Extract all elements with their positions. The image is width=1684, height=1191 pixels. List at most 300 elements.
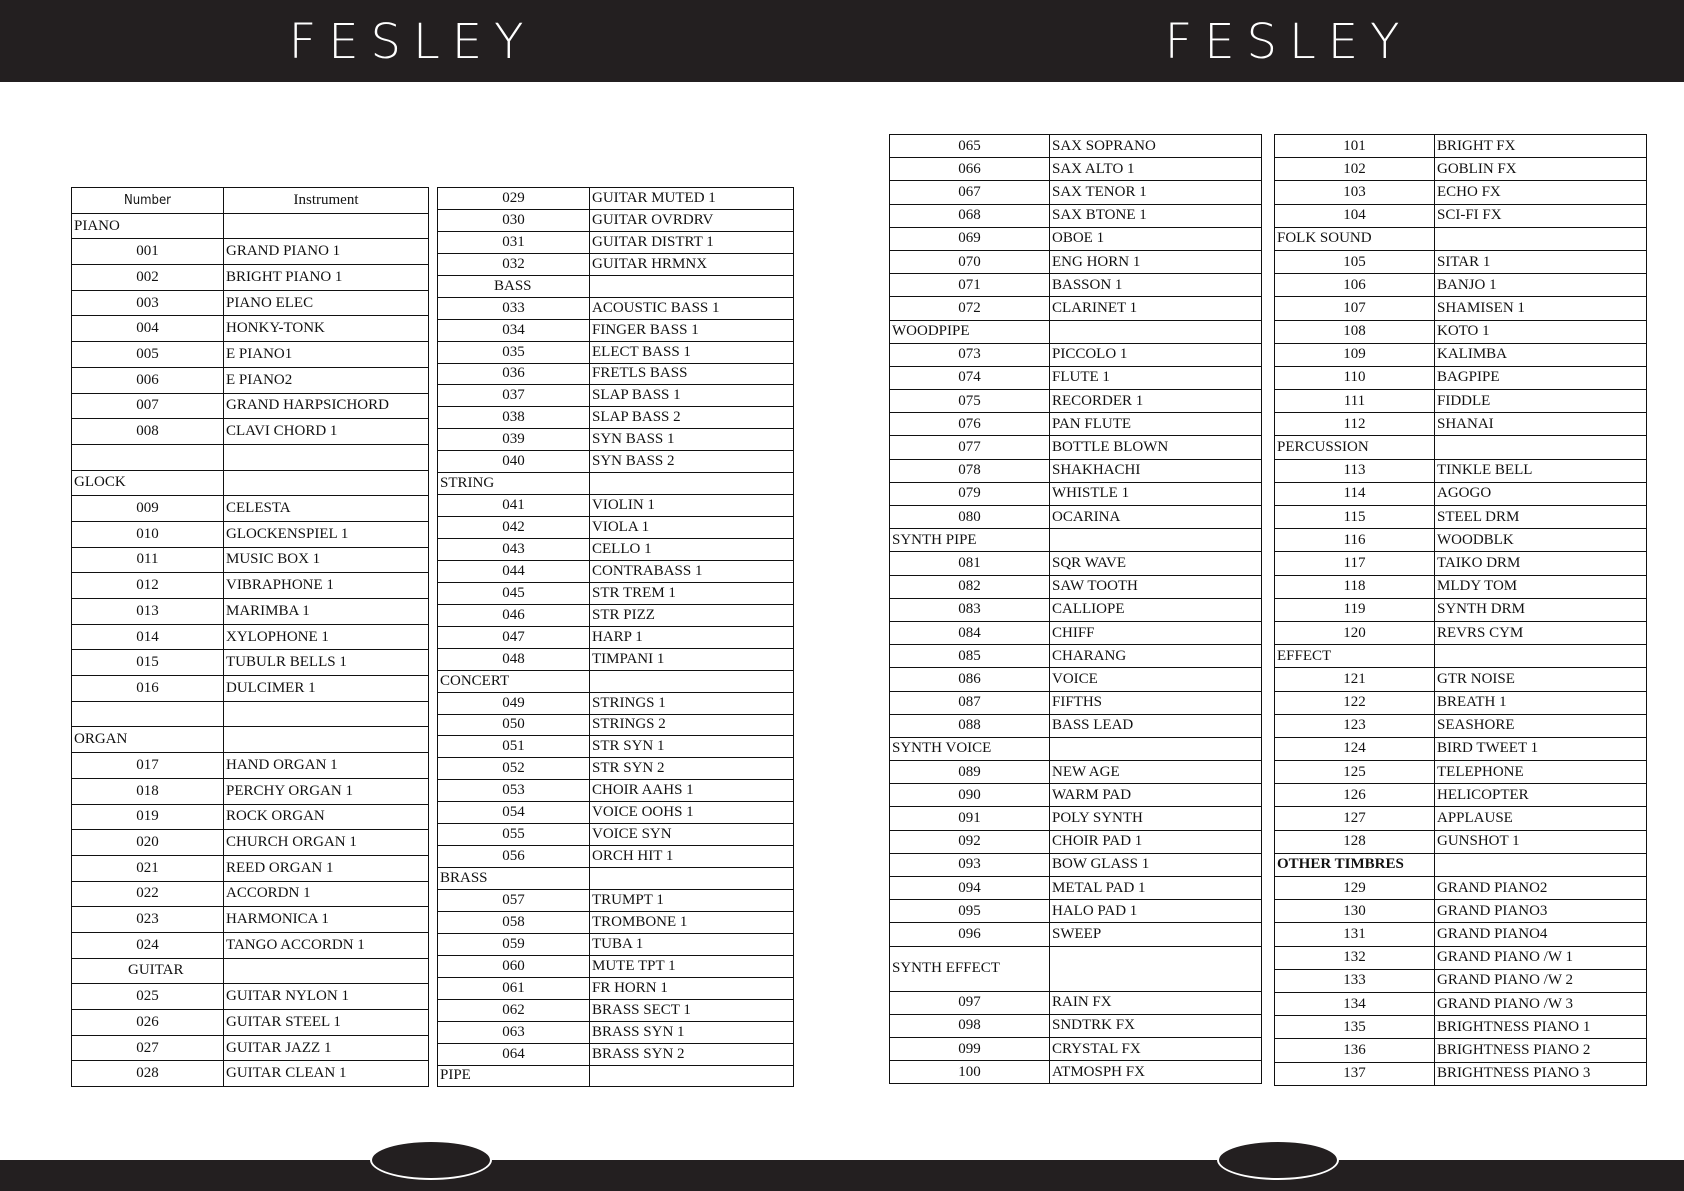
instrument-number: 022: [72, 881, 224, 907]
empty-cell: [590, 275, 794, 297]
instrument-number: 122: [1275, 691, 1435, 714]
instrument-number: 118: [1275, 575, 1435, 598]
empty-cell: [1050, 737, 1262, 760]
instrument-number: 051: [438, 736, 590, 758]
table-row: [438, 560, 794, 582]
instrument-number: 108: [1275, 320, 1435, 343]
category-label: ORGAN: [72, 727, 224, 753]
instrument-name: GRAND PIANO3: [1435, 900, 1647, 923]
instrument-number: 087: [890, 691, 1050, 714]
instrument-name: BASSON 1: [1050, 274, 1262, 297]
table-row: [890, 413, 1262, 436]
instrument-name: ECHO FX: [1435, 181, 1647, 204]
category-row: [438, 868, 794, 890]
category-row: [1275, 436, 1647, 459]
instrument-name: POLY SYNTH: [1050, 807, 1262, 830]
brand-logo-right: FESLEY: [1164, 14, 1412, 70]
table-row: [1275, 1016, 1647, 1039]
empty-cell: [1435, 436, 1647, 459]
table-row: [1275, 529, 1647, 552]
instrument-number: 096: [890, 923, 1050, 946]
table-row: [72, 573, 429, 599]
empty-cell: [72, 701, 224, 727]
instrument-name: SLAP BASS 2: [590, 407, 794, 429]
table-row: [72, 624, 429, 650]
empty-cell: [224, 444, 429, 470]
table-row: [1275, 784, 1647, 807]
table-row: [1275, 877, 1647, 900]
table-row: [72, 290, 429, 316]
instrument-number: 132: [1275, 946, 1435, 969]
category-label: WOODPIPE: [890, 320, 1050, 343]
instrument-number: 058: [438, 911, 590, 933]
category-row: [890, 320, 1262, 343]
empty-cell: [590, 670, 794, 692]
empty-cell: [1050, 946, 1262, 991]
table-row: [890, 598, 1262, 621]
instrument-number: 083: [890, 598, 1050, 621]
table-row: [72, 855, 429, 881]
instrument-number: 016: [72, 676, 224, 702]
table-row: [1275, 506, 1647, 529]
instrument-number: 012: [72, 573, 224, 599]
instrument-number: 104: [1275, 204, 1435, 227]
instrument-number: 003: [72, 290, 224, 316]
table-row: [72, 804, 429, 830]
instrument-name: E PIANO2: [224, 367, 429, 393]
instrument-number: 015: [72, 650, 224, 676]
category-row: [72, 958, 429, 984]
category-label: CONCERT: [438, 670, 590, 692]
instrument-number: 073: [890, 343, 1050, 366]
table-row: [438, 363, 794, 385]
instrument-name: VOICE: [1050, 668, 1262, 691]
instrument-number: 068: [890, 204, 1050, 227]
instrument-name: PERCHY ORGAN 1: [224, 778, 429, 804]
table-row: [438, 495, 794, 517]
table-row: [438, 780, 794, 802]
table-row: [438, 451, 794, 473]
table-row: [72, 265, 429, 291]
instrument-name: BRIGHTNESS PIANO 2: [1435, 1039, 1647, 1062]
table-row: [890, 877, 1262, 900]
instrument-name: BREATH 1: [1435, 691, 1647, 714]
instrument-number: 053: [438, 780, 590, 802]
category-row: [1275, 645, 1647, 668]
empty-cell: [72, 444, 224, 470]
instrument-number: 042: [438, 517, 590, 539]
instrument-number: 008: [72, 419, 224, 445]
instrument-name: FRETLS BASS: [590, 363, 794, 385]
empty-cell: [1050, 320, 1262, 343]
category-label: SYNTH PIPE: [890, 529, 1050, 552]
instrument-number: 137: [1275, 1062, 1435, 1085]
table-row: [890, 552, 1262, 575]
empty-cell: [590, 868, 794, 890]
instrument-number: 020: [72, 830, 224, 856]
table-row: [72, 496, 429, 522]
table-row: [438, 890, 794, 912]
header-bar: [0, 0, 1684, 82]
table-row: [438, 846, 794, 868]
instrument-name: VIOLA 1: [590, 517, 794, 539]
instrument-name: FIDDLE: [1435, 390, 1647, 413]
instrument-name: HAND ORGAN 1: [224, 753, 429, 779]
category-label: GUITAR: [72, 958, 224, 984]
instrument-number: 113: [1275, 459, 1435, 482]
instrument-name: GUNSHOT 1: [1435, 830, 1647, 853]
table-row: [1275, 390, 1647, 413]
instrument-name: TUBA 1: [590, 933, 794, 955]
footer-bar: [0, 1160, 1684, 1191]
table-row: [890, 343, 1262, 366]
category-row: [438, 670, 794, 692]
table-row: [72, 650, 429, 676]
instrument-name: WOODBLK: [1435, 529, 1647, 552]
instrument-number: 032: [438, 253, 590, 275]
instrument-number: 097: [890, 991, 1050, 1014]
instrument-name: WARM PAD: [1050, 784, 1262, 807]
instrument-name: GOBLIN FX: [1435, 158, 1647, 181]
table-row: [1275, 204, 1647, 227]
category-label: SYNTH VOICE: [890, 737, 1050, 760]
table-row: [1275, 413, 1647, 436]
instrument-number: 070: [890, 250, 1050, 273]
blank-row: [72, 701, 429, 727]
instrument-number: 085: [890, 645, 1050, 668]
table-row: [890, 1014, 1262, 1037]
table-row: [1275, 459, 1647, 482]
table-row: [72, 599, 429, 625]
instrument-number: 054: [438, 802, 590, 824]
table-row: [1275, 1062, 1647, 1085]
instrument-number: 064: [438, 1043, 590, 1065]
table-row: [438, 319, 794, 341]
instrument-name: GRAND PIANO /W 1: [1435, 946, 1647, 969]
table-row: [438, 1043, 794, 1065]
instrument-name: GRAND PIANO4: [1435, 923, 1647, 946]
instrument-name: ELECT BASS 1: [590, 341, 794, 363]
instrument-table-4: [1274, 134, 1647, 1086]
instrument-name: ACCORDN 1: [224, 881, 429, 907]
instrument-name: SCI-FI FX: [1435, 204, 1647, 227]
table-row: [890, 250, 1262, 273]
table-row: [890, 923, 1262, 946]
instrument-name: STR TREM 1: [590, 582, 794, 604]
table-row: [438, 977, 794, 999]
instrument-name: NEW AGE: [1050, 761, 1262, 784]
instrument-number: 021: [72, 855, 224, 881]
category-label: EFFECT: [1275, 645, 1435, 668]
instrument-number: 002: [72, 265, 224, 291]
instrument-name: CELLO 1: [590, 539, 794, 561]
table-row: [438, 626, 794, 648]
instrument-name: SWEEP: [1050, 923, 1262, 946]
table-row: [890, 784, 1262, 807]
table-row: [438, 385, 794, 407]
table-row: [890, 227, 1262, 250]
instrument-name: GUITAR DISTRT 1: [590, 231, 794, 253]
instrument-number: 120: [1275, 621, 1435, 644]
table-row: [1275, 482, 1647, 505]
table-row: [72, 778, 429, 804]
instrument-name: SYNTH DRM: [1435, 598, 1647, 621]
instrument-name: SAX SOPRANO: [1050, 135, 1262, 158]
table-row: [438, 736, 794, 758]
instrument-name: SEASHORE: [1435, 714, 1647, 737]
instrument-name: FR HORN 1: [590, 977, 794, 999]
table-row: [890, 691, 1262, 714]
instrument-name: PICCOLO 1: [1050, 343, 1262, 366]
table-row: [890, 366, 1262, 389]
instrument-number: 115: [1275, 506, 1435, 529]
instrument-number: 047: [438, 626, 590, 648]
table-row: [890, 459, 1262, 482]
instrument-number: 109: [1275, 343, 1435, 366]
instrument-name: GRAND PIANO 1: [224, 239, 429, 265]
instrument-number: 119: [1275, 598, 1435, 621]
instrument-number: 052: [438, 758, 590, 780]
empty-cell: [224, 701, 429, 727]
instrument-number: 063: [438, 1021, 590, 1043]
instrument-name: BRASS SECT 1: [590, 999, 794, 1021]
instrument-number: 062: [438, 999, 590, 1021]
instrument-number: 117: [1275, 552, 1435, 575]
table-row: [890, 991, 1262, 1014]
table-row: [1275, 598, 1647, 621]
instrument-number: 038: [438, 407, 590, 429]
instrument-number: 041: [438, 495, 590, 517]
empty-cell: [1435, 227, 1647, 250]
table-row: [438, 955, 794, 977]
instrument-name: BRIGHTNESS PIANO 1: [1435, 1016, 1647, 1039]
instrument-number: 035: [438, 341, 590, 363]
table-row: [890, 297, 1262, 320]
category-row: [890, 737, 1262, 760]
instrument-number: 025: [72, 984, 224, 1010]
table-row: [890, 761, 1262, 784]
table-row: [72, 239, 429, 265]
instrument-name: REED ORGAN 1: [224, 855, 429, 881]
instrument-name: ROCK ORGAN: [224, 804, 429, 830]
table-row: [1275, 366, 1647, 389]
instrument-name: TINKLE BELL: [1435, 459, 1647, 482]
instrument-number: 034: [438, 319, 590, 341]
instrument-name: GRAND PIANO2: [1435, 877, 1647, 900]
header-number: Number: [72, 188, 224, 214]
instrument-number: 107: [1275, 297, 1435, 320]
table-row: [890, 1061, 1262, 1084]
instrument-name: ORCH HIT 1: [590, 846, 794, 868]
instrument-table-1: [71, 187, 429, 1087]
instrument-name: SAX BTONE 1: [1050, 204, 1262, 227]
instrument-number: 004: [72, 316, 224, 342]
instrument-name: CRYSTAL FX: [1050, 1037, 1262, 1060]
instrument-name: E PIANO1: [224, 342, 429, 368]
table-row: [438, 714, 794, 736]
instrument-name: CLARINET 1: [1050, 297, 1262, 320]
table-row: [72, 881, 429, 907]
instrument-number: 126: [1275, 784, 1435, 807]
empty-cell: [224, 958, 429, 984]
table-row: [890, 158, 1262, 181]
instrument-number: 066: [890, 158, 1050, 181]
instrument-name: BRIGHT PIANO 1: [224, 265, 429, 291]
table-row: [438, 604, 794, 626]
instrument-name: KOTO 1: [1435, 320, 1647, 343]
category-row: [72, 213, 429, 239]
table-row: [72, 419, 429, 445]
table-row: [1275, 969, 1647, 992]
instrument-name: TROMBONE 1: [590, 911, 794, 933]
category-label: PERCUSSION: [1275, 436, 1435, 459]
instrument-number: 069: [890, 227, 1050, 250]
instrument-number: 072: [890, 297, 1050, 320]
instrument-name: SAW TOOTH: [1050, 575, 1262, 598]
instrument-name: VOICE SYN: [590, 824, 794, 846]
instrument-number: 080: [890, 506, 1050, 529]
instrument-name: STR SYN 1: [590, 736, 794, 758]
empty-cell: [1435, 853, 1647, 876]
table-row: [438, 758, 794, 780]
table-row: [1275, 900, 1647, 923]
instrument-number: 044: [438, 560, 590, 582]
category-label: OTHER TIMBRES: [1275, 853, 1435, 876]
instrument-name: STRINGS 2: [590, 714, 794, 736]
instrument-number: 078: [890, 459, 1050, 482]
blank-row: [72, 444, 429, 470]
table-row: [890, 181, 1262, 204]
instrument-name: APPLAUSE: [1435, 807, 1647, 830]
instrument-number: 092: [890, 830, 1050, 853]
instrument-number: 128: [1275, 830, 1435, 853]
instrument-name: GUITAR CLEAN 1: [224, 1061, 429, 1087]
instrument-number: 124: [1275, 737, 1435, 760]
empty-cell: [590, 473, 794, 495]
instrument-number: 106: [1275, 274, 1435, 297]
instrument-name: KALIMBA: [1435, 343, 1647, 366]
table-row: [438, 648, 794, 670]
empty-cell: [224, 727, 429, 753]
instrument-name: GRAND HARPSICHORD: [224, 393, 429, 419]
table-row: [890, 274, 1262, 297]
instrument-number: 048: [438, 648, 590, 670]
instrument-number: 102: [1275, 158, 1435, 181]
category-label: BASS: [438, 275, 590, 297]
instrument-name: CHOIR PAD 1: [1050, 830, 1262, 853]
table-row: [890, 621, 1262, 644]
instrument-name: WHISTLE 1: [1050, 482, 1262, 505]
table-row: [72, 830, 429, 856]
instrument-name: CHURCH ORGAN 1: [224, 830, 429, 856]
instrument-number: 055: [438, 824, 590, 846]
table-row: [72, 1010, 429, 1036]
table-row: [438, 1021, 794, 1043]
table-row: [1275, 250, 1647, 273]
category-row: [1275, 853, 1647, 876]
instrument-number: 061: [438, 977, 590, 999]
instrument-number: 100: [890, 1061, 1050, 1084]
instrument-name: DULCIMER 1: [224, 676, 429, 702]
instrument-number: 127: [1275, 807, 1435, 830]
instrument-name: SAX TENOR 1: [1050, 181, 1262, 204]
table-row: [890, 135, 1262, 158]
table-row: [890, 575, 1262, 598]
table-row: [72, 367, 429, 393]
table-row: [72, 676, 429, 702]
category-label: STRING: [438, 473, 590, 495]
instrument-name: BOTTLE BLOWN: [1050, 436, 1262, 459]
instrument-name: CELESTA: [224, 496, 429, 522]
instrument-name: BAGPIPE: [1435, 366, 1647, 389]
instrument-name: PIANO ELEC: [224, 290, 429, 316]
table-row: [1275, 737, 1647, 760]
table-row: [438, 517, 794, 539]
instrument-number: 093: [890, 853, 1050, 876]
instrument-name: ACOUSTIC BASS 1: [590, 297, 794, 319]
table-row: [890, 506, 1262, 529]
instrument-number: 134: [1275, 992, 1435, 1015]
category-row: [438, 275, 794, 297]
table-row: [72, 907, 429, 933]
page-number-oval-right: [1217, 1140, 1339, 1180]
instrument-name: MUTE TPT 1: [590, 955, 794, 977]
instrument-name: TELEPHONE: [1435, 761, 1647, 784]
instrument-number: 081: [890, 552, 1050, 575]
table-row: [890, 436, 1262, 459]
instrument-number: 110: [1275, 366, 1435, 389]
instrument-number: 099: [890, 1037, 1050, 1060]
instrument-name: GTR NOISE: [1435, 668, 1647, 691]
table-row: [890, 390, 1262, 413]
instrument-number: 024: [72, 932, 224, 958]
instrument-number: 129: [1275, 877, 1435, 900]
instrument-number: 006: [72, 367, 224, 393]
instrument-name: GUITAR OVRDRV: [590, 209, 794, 231]
instrument-number: 101: [1275, 135, 1435, 158]
table-row: [890, 482, 1262, 505]
table-row: [438, 188, 794, 210]
category-row: [1275, 227, 1647, 250]
instrument-name: MLDY TOM: [1435, 575, 1647, 598]
instrument-name: TAIKO DRM: [1435, 552, 1647, 575]
table-row: [1275, 923, 1647, 946]
table-row: [890, 807, 1262, 830]
category-row: [890, 529, 1262, 552]
instrument-name: GUITAR JAZZ 1: [224, 1035, 429, 1061]
instrument-name: GUITAR STEEL 1: [224, 1010, 429, 1036]
table-row: [1275, 274, 1647, 297]
instrument-number: 112: [1275, 413, 1435, 436]
instrument-name: GRAND PIANO /W 2: [1435, 969, 1647, 992]
category-row: [438, 473, 794, 495]
empty-cell: [590, 1065, 794, 1087]
table-row: [438, 582, 794, 604]
instrument-name: BRIGHT FX: [1435, 135, 1647, 158]
instrument-number: 105: [1275, 250, 1435, 273]
instrument-name: STR PIZZ: [590, 604, 794, 626]
table-row: [1275, 158, 1647, 181]
table-row: [72, 342, 429, 368]
instrument-name: SYN BASS 1: [590, 429, 794, 451]
instrument-number: 136: [1275, 1039, 1435, 1062]
instrument-name: MUSIC BOX 1: [224, 547, 429, 573]
category-row: [890, 946, 1262, 991]
table-row: [1275, 575, 1647, 598]
table-row: [438, 253, 794, 275]
table-row: [1275, 343, 1647, 366]
table-row: [1275, 714, 1647, 737]
